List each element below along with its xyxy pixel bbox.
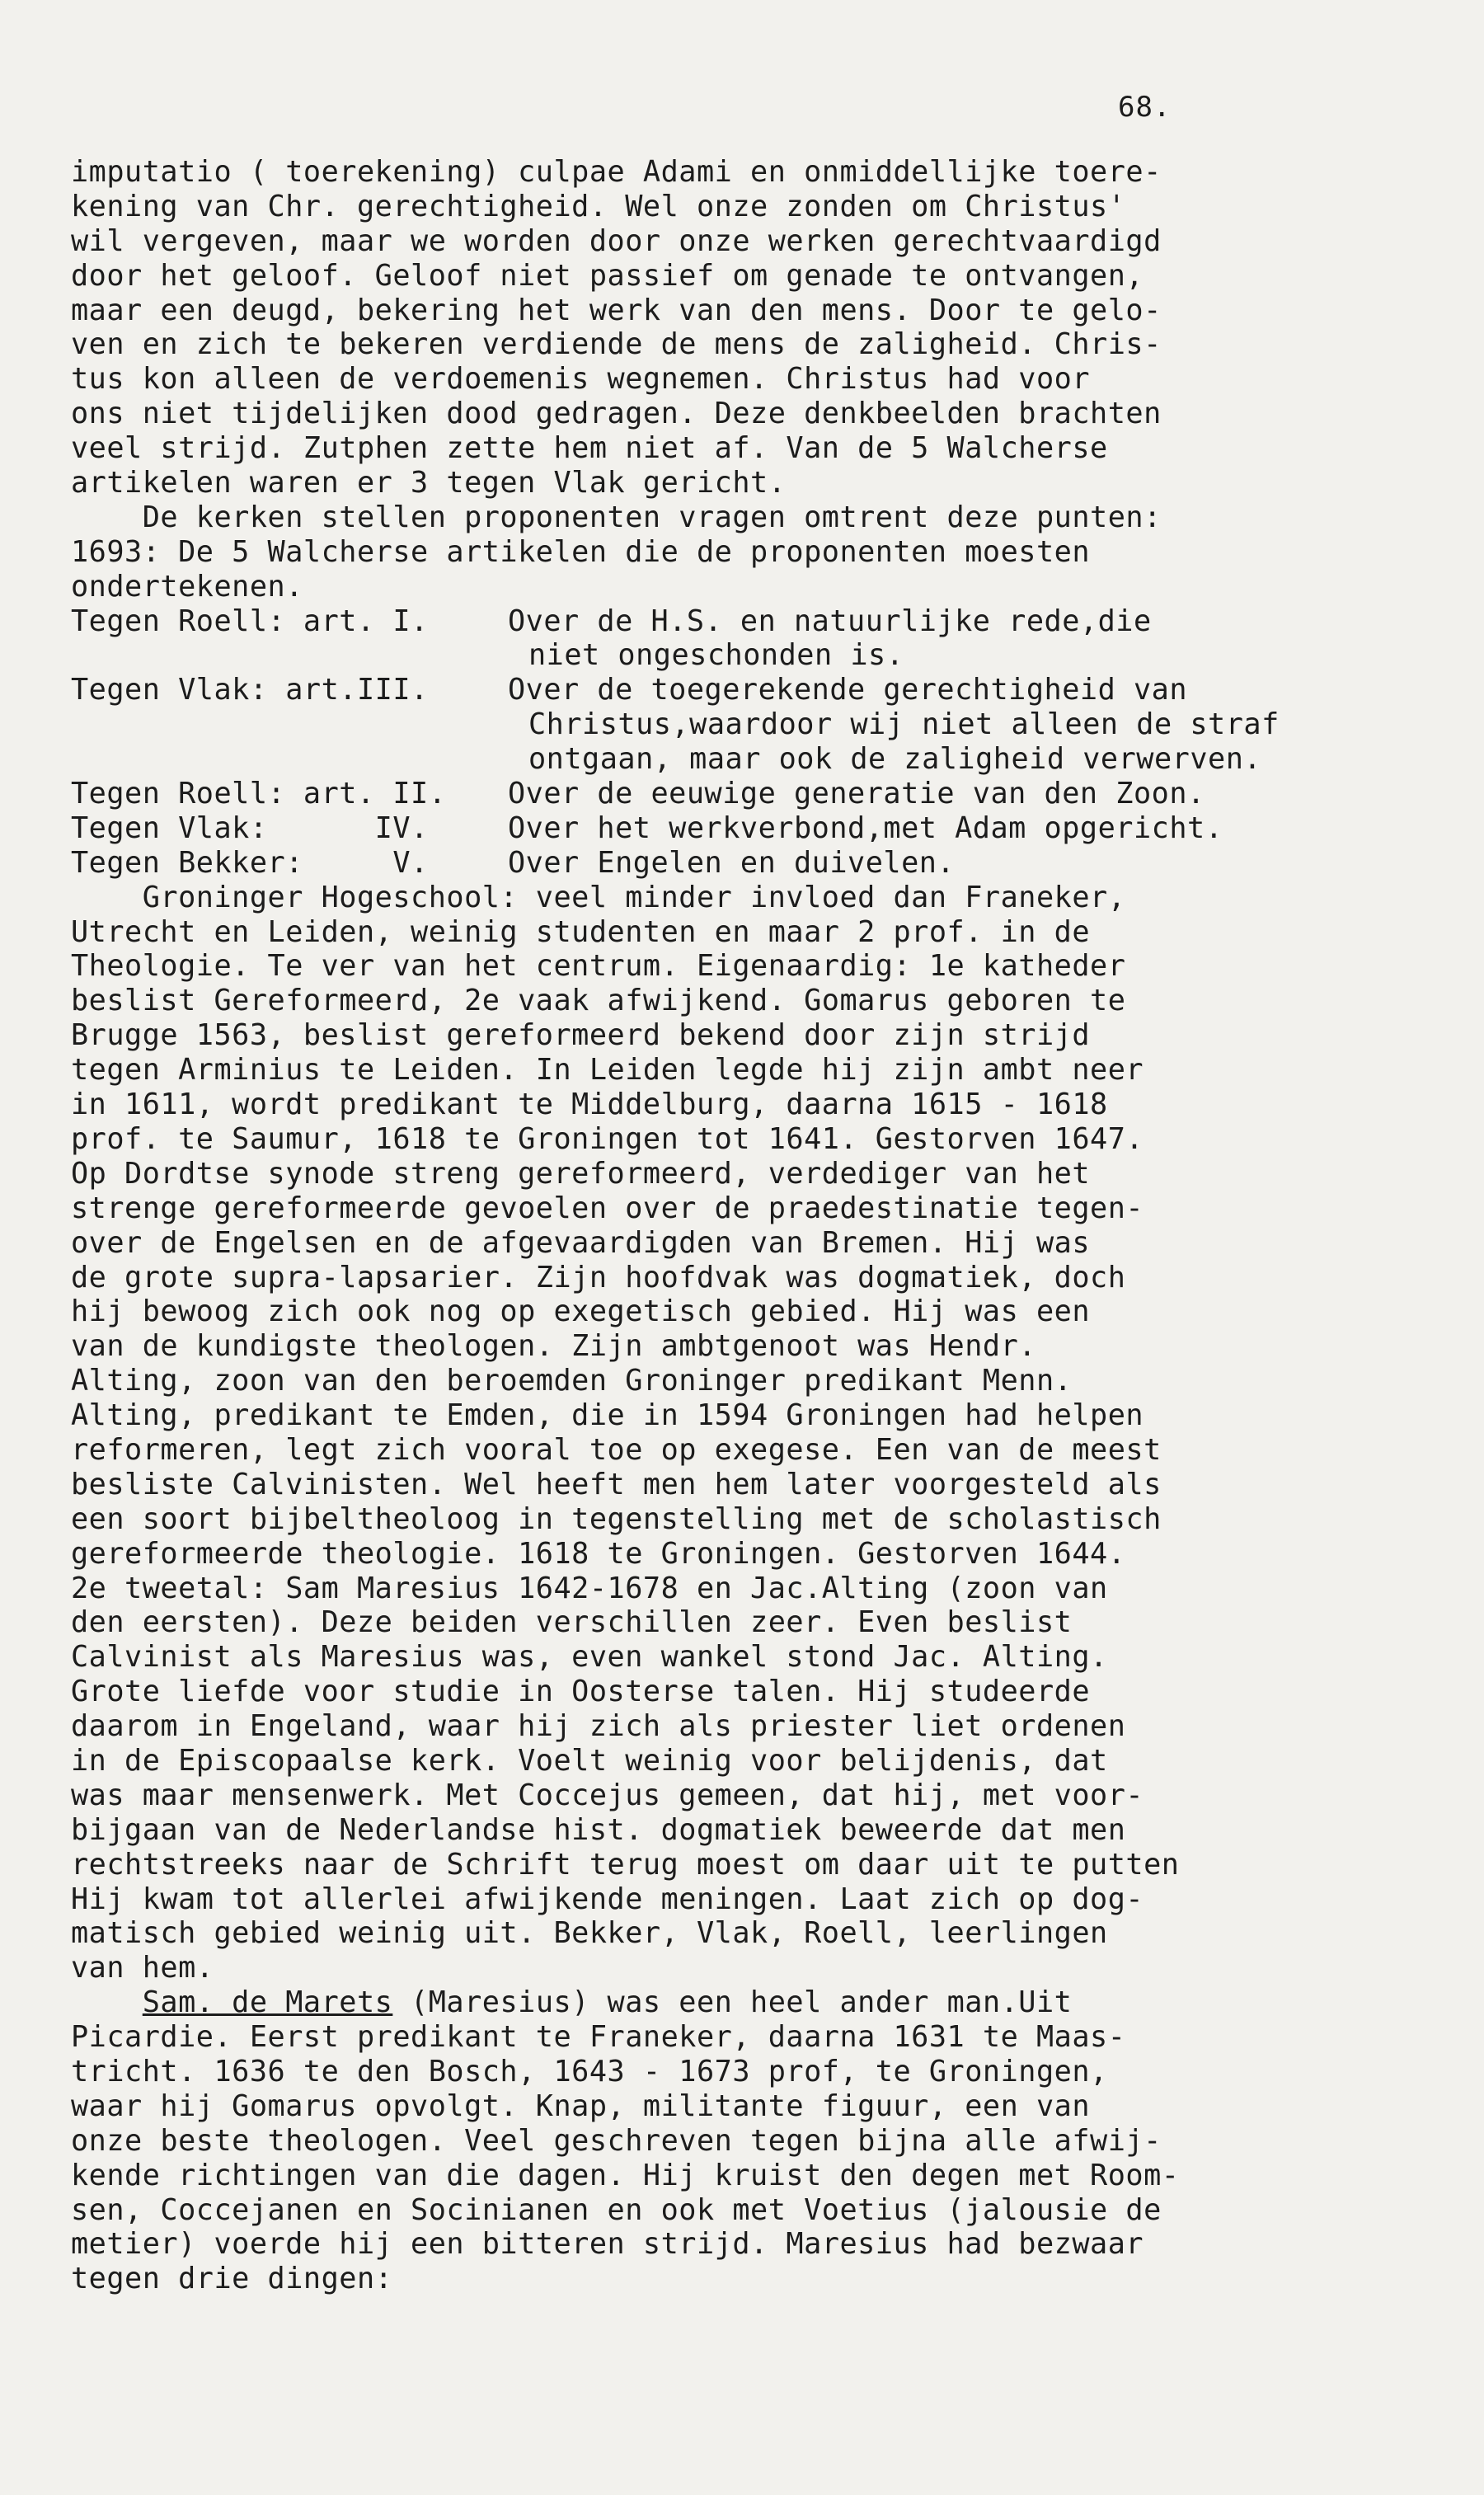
underlined-name: Sam. de Marets — [142, 1985, 393, 2020]
article-text: Over de eeuwige generatie van den Zoon. — [508, 777, 1205, 811]
text-line: Op Dordtse synode streng gereformeerd, verdediger van het — [71, 1156, 1091, 1191]
text-line: gereformeerde theologie. 1618 te Groningen. Gestorven 1644. — [71, 1536, 1126, 1571]
text-line: bijgaan van de Nederlandse hist. dogmatiek beweerde dat men — [71, 1812, 1126, 1847]
text-line — [71, 1985, 1456, 2020]
text-line: tus kon alleen de verdoemenis wegnemen. Christus had voor — [71, 362, 1091, 397]
text-line: 2e tweetal: Sam Maresius 1642-1678 en Jac.Alting (zoon van — [71, 1571, 1108, 1605]
text-line: in 1611, wordt predikant te Middelburg, daarna 1615 - 1618 — [71, 1088, 1108, 1122]
text-line: ons niet tijdelijken dood gedragen. Deze denkbeelden brachten — [71, 397, 1162, 431]
text-line: veel strijd. Zutphen zette hem niet af. Van de 5 Walcherse — [71, 431, 1108, 466]
article-row — [71, 811, 1456, 846]
text-line: sen, Coccejanen en Socinianen en ook met Voetius (jalousie de — [71, 2192, 1162, 2227]
text-line: de grote supra-lapsarier. Zijn hoofdvak was dogmatiek, doch — [71, 1260, 1126, 1294]
article-row — [71, 846, 1456, 881]
text-line: tegen drie dingen: — [71, 2262, 393, 2296]
text-line: daarom in Engeland, waar hij zich als priester liet ordenen — [71, 1709, 1126, 1744]
text-line: imputatio ( toerekening) culpae Adami en onmiddellijke toere- — [71, 155, 1162, 189]
article-text: Over Engelen en duivelen. — [508, 845, 956, 880]
text-line: Utrecht en Leiden, weinig studenten en maar 2 prof. in de — [71, 914, 1091, 949]
paragraph-marets — [71, 1985, 1456, 2296]
text-line: ondertekenen. — [71, 569, 303, 604]
text-line: maar een deugd, bekering het werk van den mens. Door te gelo- — [71, 293, 1162, 327]
text-line: over de Engelsen en de afgevaardigden van Bremen. Hij was — [71, 1225, 1091, 1260]
text-line: kende richtingen van die dagen. Hij kruist den degen met Room- — [71, 2158, 1180, 2192]
text-line: waar hij Gomarus opvolgt. Knap, militante figuur, een van — [71, 2089, 1091, 2123]
text-line: rechtstreeks naar de Schrift terug moest om daar uit te putten — [71, 1847, 1180, 1882]
text-line: wil vergeven, maar we worden door onze werken gerechtvaardigd — [71, 223, 1162, 258]
article-target: Tegen Bekker: V. — [71, 845, 429, 880]
text-line: ven en zich te bekeren verdiende de mens de zaligheid. Chris- — [71, 327, 1162, 362]
article-row — [71, 777, 1456, 811]
text-line: Theologie. Te ver van het centrum. Eigenaardig: 1e katheder — [71, 949, 1126, 984]
text-line: kening van Chr. gerechtigheid. Wel onze zonden om Christus' — [71, 189, 1126, 223]
article-target: Tegen Roell: art. II. — [71, 777, 447, 811]
text-line: strenge gereformeerde gevoelen over de praedestinatie tegen- — [71, 1191, 1144, 1225]
line-rest: (Maresius) was een heel ander man.Uit — [392, 1985, 1073, 2020]
text-line: Brugge 1563, beslist gereformeerd bekend door zijn strijd — [71, 1018, 1091, 1053]
text-line: beslist Gereformeerd, 2e vaak afwijkend. Gomarus geboren te — [71, 984, 1126, 1018]
text-line: den eersten). Deze beiden verschillen zeer. Even beslist — [71, 1605, 1073, 1640]
text-line: metier) voerde hij een bitteren strijd. Maresius had bezwaar — [71, 2227, 1144, 2262]
text-line: onze beste theologen. Veel geschreven tegen bijna alle afwij- — [71, 2123, 1162, 2158]
article-text: Over het werkverbond,met Adam opgericht. — [508, 811, 1223, 845]
text-line: Groninger Hogeschool: veel minder invloed dan Franeker, — [71, 880, 1126, 914]
text-line: tricht. 1636 te den Bosch, 1643 - 1673 prof, te Groningen, — [71, 2054, 1108, 2089]
text-line: tegen Arminius te Leiden. In Leiden legde hij zijn ambt neer — [71, 1053, 1144, 1088]
paragraph-kerken — [71, 500, 1456, 604]
article-text-continued: niet ongeschonden is. — [528, 638, 904, 673]
paragraph-groninger — [71, 881, 1456, 1986]
article-text-continued: ontgaan, maar ook de zaligheid verwerven. — [528, 742, 1262, 777]
article-row — [71, 604, 1456, 639]
paragraph-imputatio — [71, 155, 1456, 500]
articles-list — [71, 604, 1456, 881]
page-number: 68. — [1118, 91, 1172, 124]
text-line: door het geloof. Geloof niet passief om genade te ontvangen, — [71, 258, 1144, 293]
text-line: besliste Calvinisten. Wel heeft men hem later voorgesteld als — [71, 1467, 1162, 1501]
article-target: Tegen Vlak: IV. — [71, 811, 429, 845]
text-line: 1693: De 5 Walcherse artikelen die de proponenten moesten — [71, 534, 1091, 569]
text-line: Alting, zoon van den beroemden Groninger predikant Menn. — [71, 1364, 1073, 1398]
text-line: was maar mensenwerk. Met Coccejus gemeen, dat hij, met voor- — [71, 1778, 1144, 1812]
text-line: van hem. — [71, 1951, 214, 1985]
text-line: in de Episcopaalse kerk. Voelt weinig voor belijdenis, dat — [71, 1743, 1108, 1778]
article-text-continued: Christus,waardoor wij niet alleen de straf — [528, 707, 1280, 742]
text-line: reformeren, legt zich vooral toe op exegese. Een van de meest — [71, 1432, 1162, 1467]
text-line: Grote liefde voor studie in Oosterse talen. Hij studeerde — [71, 1675, 1091, 1709]
indent — [71, 1985, 143, 2019]
article-target: Tegen Roell: art. I. — [71, 604, 429, 638]
text-line: hij bewoog zich ook nog op exegetisch gebied. Hij was een — [71, 1294, 1091, 1329]
text-line: Picardie. Eerst predikant te Franeker, daarna 1631 te Maas- — [71, 2020, 1126, 2055]
text-line: prof. te Saumur, 1618 te Groningen tot 1641. Gestorven 1647. — [71, 1121, 1144, 1156]
article-text: Over de toegerekende gerechtigheid van — [508, 673, 1188, 707]
text-line: matisch gebied weinig uit. Bekker, Vlak, Roell, leerlingen — [71, 1916, 1108, 1951]
text-line: Calvinist als Maresius was, even wankel stond Jac. Alting. — [71, 1640, 1108, 1675]
text-line: artikelen waren er 3 tegen Vlak gericht. — [71, 466, 787, 500]
article-target: Tegen Vlak: art.III. — [71, 673, 429, 707]
text-line: Alting, predikant te Emden, die in 1594 Groningen had helpen — [71, 1398, 1144, 1433]
text-body — [71, 155, 1456, 2296]
article-row — [71, 673, 1456, 707]
text-line: van de kundigste theologen. Zijn ambtgenoot was Hendr. — [71, 1329, 1036, 1364]
text-line: Hij kwam tot allerlei afwijkende meningen. Laat zich op dog- — [71, 1882, 1144, 1916]
article-text: Over de H.S. en natuurlijke rede,die — [508, 604, 1152, 638]
text-line: een soort bijbeltheoloog in tegenstelling met de scholastisch — [71, 1501, 1162, 1536]
text-line: De kerken stellen proponenten vragen omtrent deze punten: — [71, 500, 1162, 534]
